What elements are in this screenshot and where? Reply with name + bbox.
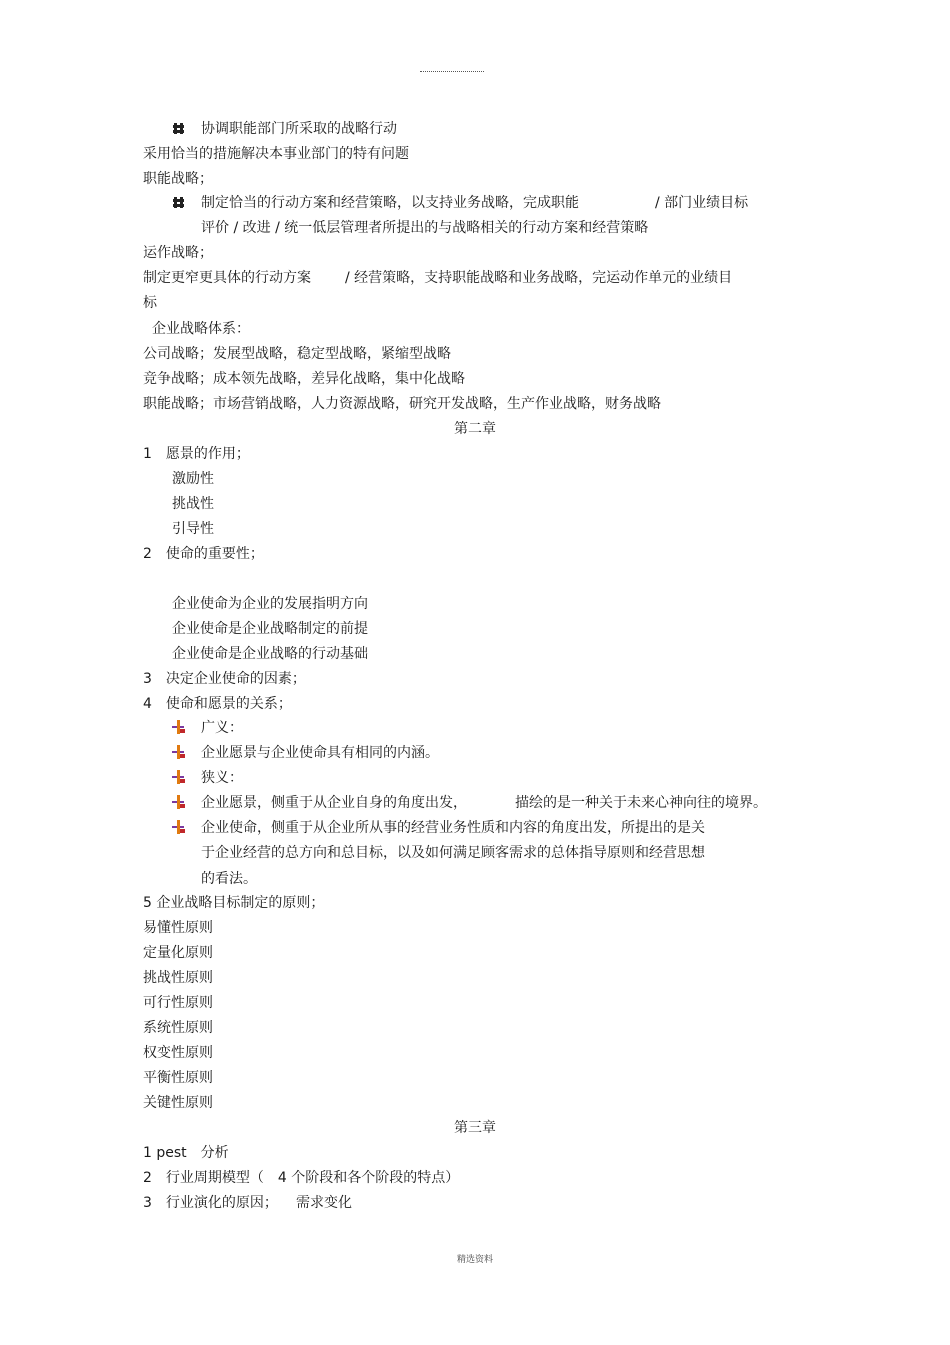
square-bullet-icon: [173, 123, 184, 134]
principle-adaptive: 权变性原则: [143, 1045, 213, 1061]
line-narrow-plan-a: 制定更窄更具体的行动方案: [143, 270, 311, 286]
line-functional-strategies: 职能战略；市场营销战略，人力资源战略，研究开发战略，生产作业战略，财务战略: [143, 396, 661, 412]
line-corporate-strategy: 公司战略；发展型战略，稳定型战略，紧缩型战略: [143, 346, 451, 362]
principle-quantified: 定量化原则: [143, 945, 213, 961]
item-vision-challenge: 挑战性: [172, 496, 214, 512]
item-mission-importance: 2 使命的重要性；: [143, 546, 264, 562]
principle-systematic: 系统性原则: [143, 1020, 213, 1036]
item-pest-analysis: 1 pest 分析: [143, 1145, 229, 1161]
arrow-bullet-icon: [172, 745, 186, 759]
arrow-bullet-icon: [172, 820, 186, 834]
item-narrow-sense: 狭义：: [201, 770, 243, 786]
arrow-bullet-icon: [172, 770, 186, 784]
item-mission-factors: 3 决定企业使命的因素；: [143, 671, 306, 687]
item-broad-sense: 广义：: [201, 720, 243, 736]
line-coordinate-actions: 协调职能部门所采取的战略行动: [201, 121, 397, 137]
chapter-three-heading: 第三章: [454, 1120, 496, 1136]
principle-challenging: 挑战性原则: [143, 970, 213, 986]
item-vision-role: 1 愿景的作用；: [143, 446, 250, 462]
item-vision-guidance: 引导性: [172, 521, 214, 537]
line-competitive-strategy: 竞争战略；成本领先战略，差异化战略，集中化战略: [143, 371, 465, 387]
line-narrow-plan-c: 标: [143, 295, 157, 311]
arrow-bullet-icon: [172, 795, 186, 809]
line-special-problems: 采用恰当的措施解决本事业部门的特有问题: [143, 146, 409, 162]
principle-feasible: 可行性原则: [143, 995, 213, 1011]
line-narrow-plan-b: / 经营策略，支持职能战略和业务战略，完运动作单元的业绩目: [345, 270, 733, 286]
item-mission-definition-3: 的看法。: [201, 871, 257, 887]
principle-understandable: 易懂性原则: [143, 920, 213, 936]
item-industry-cycle: 2 行业周期模型（ 4 个阶段和各个阶段的特点）: [143, 1170, 460, 1186]
item-vision-definition-b: 描绘的是一种关于未来心神向往的境界。: [515, 795, 767, 811]
item-vision-incentive: 激励性: [172, 471, 214, 487]
line-functional-strategy: 职能战略；: [143, 171, 213, 187]
line-action-plan-a: 制定恰当的行动方案和经营策略，以支持业务战略，完成职能: [201, 195, 579, 211]
item-mission-definition-2: 于企业经营的总方向和总目标，以及如何满足顾客需求的总体指导原则和经营思想: [201, 845, 705, 861]
item-mission-definition-1: 企业使命，侧重于从企业所从事的经营业务性质和内容的角度出发，所提出的是关: [201, 820, 705, 836]
item-mission-direction: 企业使命为企业的发展指明方向: [172, 596, 368, 612]
line-evaluate: 评价 / 改进 / 统一低层管理者所提出的与战略相关的行动方案和经营策略: [201, 220, 649, 236]
item-mission-foundation: 企业使命是企业战略的行动基础: [172, 646, 368, 662]
arrow-bullet-icon: [172, 720, 186, 734]
header-rule: [420, 71, 484, 72]
item-goal-principles: 5 企业战略目标制定的原则；: [143, 895, 325, 911]
item-industry-evolution-b: 需求变化: [296, 1195, 352, 1211]
principle-balanced: 平衡性原则: [143, 1070, 213, 1086]
page-footer: 精选资料: [456, 1255, 493, 1265]
item-mission-vision-relation: 4 使命和愿景的关系；: [143, 696, 292, 712]
square-bullet-icon: [173, 197, 184, 208]
line-action-plan-b: / 部门业绩目标: [655, 195, 749, 211]
chapter-two-heading: 第二章: [454, 421, 496, 437]
item-vision-definition-a: 企业愿景，侧重于从企业自身的角度出发，: [201, 795, 467, 811]
item-industry-evolution-a: 3 行业演化的原因；: [143, 1195, 278, 1211]
line-operation-strategy: 运作战略；: [143, 245, 213, 261]
principle-key: 关键性原则: [143, 1095, 213, 1111]
item-same-meaning: 企业愿景与企业使命具有相同的内涵。: [201, 745, 439, 761]
line-strategy-system: 企业战略体系：: [152, 321, 250, 337]
item-mission-premise: 企业使命是企业战略制定的前提: [172, 621, 368, 637]
